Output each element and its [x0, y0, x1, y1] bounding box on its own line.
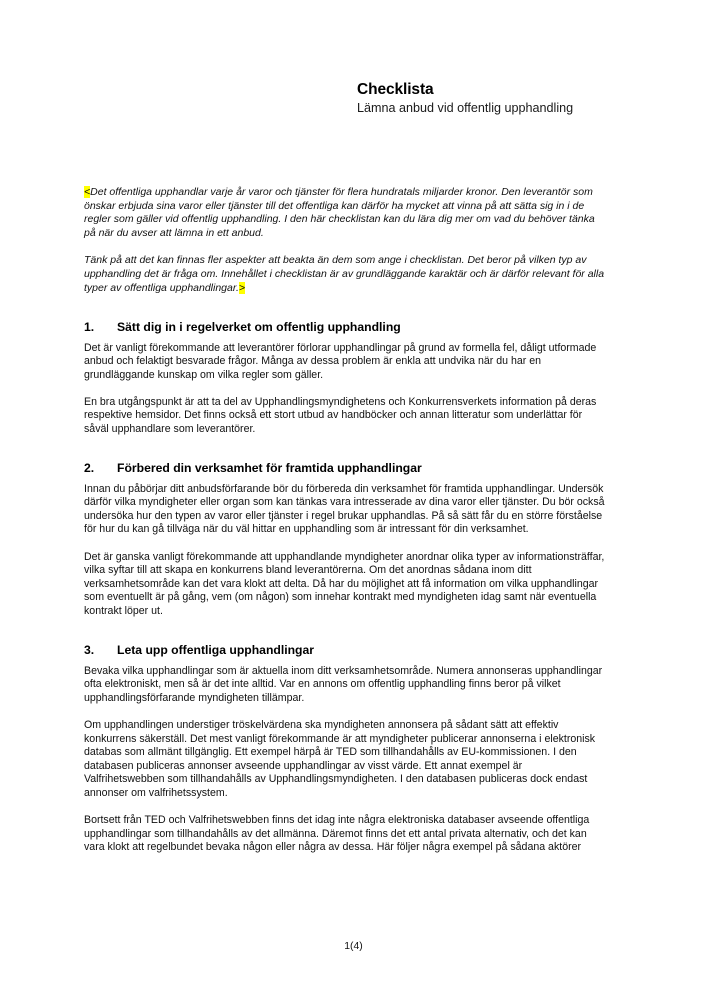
- document-header: [357, 80, 617, 117]
- section-3-paragraph-3: Bortsett från TED och Valfrihetswebben finns det idag inte några elektroniska databaser avseende offentliga upphandlingar som tillhandahålls av det allmänna. Däremot finns det ett antal privata alternativ, och det kan vara klokt att regelbundet bevaka någon eller några av dessa. Här följer några exempel på sådana aktörer: [84, 814, 590, 854]
- highlight-close-marker: >: [238, 281, 246, 294]
- page-number: 1(4): [344, 941, 363, 952]
- section-2-number: 2.: [84, 460, 95, 475]
- document-footer: [0, 940, 707, 953]
- section-1: [84, 320, 605, 437]
- section-1-paragraph-2: En bra utgångspunkt är att ta del av Upphandlingsmyndighetens och Konkurrensverkets information på deras respektive hemsidor. Det finns också ett stort utbud av handböcker och annan litteratur som underlättar för såväl upphandlare som leverantörer.: [84, 395, 597, 436]
- intro-paragraph-2-text: Tänk på att det kan finnas fler aspekter att beakta än dem som ange i checklistan. Det beror på vilken typ av upphandling det är fråga om. Innehållet i checklistan är av grundläggande karaktär och är därför relevant för alla typer av offentliga upphandlingar.: [84, 254, 605, 294]
- section-spacer: [84, 619, 605, 643]
- intro-paragraph-1-text: Det offentliga upphandlar varje år varor och tjänster för flera hundratals miljarder kronor. Den leverantör som önskar erbjuda sina varor eller tjänster till det offentliga kan därför ha mycket att vinna på att sätta sig in i de regler som gäller vid offentlig upphandling. I den här checklistan kan du lära dig mer om vad du behöver tänka på när du avser att lämna in ett anbud.: [84, 186, 595, 240]
- section-2-title: Förbered din verksamhet för framtida upphandlingar: [117, 460, 422, 475]
- page-title: Checklista: [357, 81, 434, 98]
- section-3-paragraph-1: Bevaka vilka upphandlingar som är aktuella inom ditt verksamhetsområde. Numera annonseras upphandlingar ofta elektroniskt, men så är det inte alltid. Var en annons om offentlig upphandling finns beror på vilket upphandlingsförfarande myndigheten tillämpar.: [84, 664, 603, 704]
- intro-paragraph-2: [84, 254, 605, 295]
- section-3-number: 3.: [84, 642, 95, 657]
- section-1-paragraph-1: Det är vanligt förekommande att leverantörer förlorar upphandlingar på grund av formella fel, dåligt utformade anbud och felaktigt besvarade frågor. Många av dessa problem är enkla att undvika när du har en grundläggande kunskap om vilka regler som gäller.: [84, 341, 597, 381]
- section-2-paragraph-1: Innan du påbörjar ditt anbudsförfarande bör du förbereda din verksamhet för framtida upphandlingar. Undersök därför vilka myndigheter eller organ som kan tänkas vara intresserade av dina varor eller tjänster. Du bör också undersöka hur den typen av varor eller tjänster i regel brukar upphandlas. På så sätt får du en större förståelse för hur du kan gå tillväga när du väl hittar en upphandling som är intressant för din verksamhet.: [84, 482, 605, 536]
- section-2-paragraph-2: Det är ganska vanligt förekommande att upphandlande myndigheter anordnar olika typer av informationsträffar, vilka syftar till att skapa en konkurrens bland leverantörerna. Om det anordnas sådana inom ditt verksamhetsområde kan det vara klokt att delta. Då har du möjlighet att få information om vilka upphandlingar som eventuellt är på gång, vem (om någon) som innehar kontrakt med myndigheten idag samt när eventuella kontrakt löper ut.: [84, 550, 605, 618]
- section-spacer: [84, 296, 605, 320]
- section-2-heading: [84, 461, 605, 476]
- section-spacer: [84, 437, 605, 461]
- section-3: [84, 643, 605, 855]
- section-1-title: Sätt dig in i regelverket om offentlig upphandling: [117, 319, 401, 334]
- paragraph-spacer: [84, 801, 605, 815]
- section-2: [84, 461, 605, 619]
- intro-paragraph-1: [84, 186, 605, 241]
- paragraph-spacer: [84, 241, 605, 255]
- section-3-heading: [84, 643, 605, 658]
- page-subtitle: Lämna anbud vid offentlig upphandling: [357, 101, 574, 116]
- section-1-heading: [84, 320, 605, 335]
- highlight-open-marker: <: [84, 186, 91, 198]
- intro-block: [84, 186, 605, 296]
- paragraph-spacer: [84, 382, 605, 396]
- paragraph-spacer: [84, 537, 605, 551]
- section-3-paragraph-2: Om upphandlingen understiger tröskelvärdena ska myndigheten annonsera på sådant sätt att effektiv konkurrens säkerställ. Det mest vanligt förekommande är att myndigheter publicerar annonserna i elektronisk databas som allmänt tillgänglig. Ett exempel härpå är TED som tillhandahålls av EU-kommissionen. I den databasen publiceras annonser avseende upphandlingar av visst värde. Ett annat exempel är Valfrihetswebben som tillhandahålls av Upphandlingsmyndigheten. I den databasen publiceras dock endast annonser om valfrihetssystem.: [84, 718, 596, 799]
- document-body: [84, 186, 605, 855]
- section-3-title: Leta upp offentliga upphandlingar: [117, 642, 315, 657]
- section-1-number: 1.: [84, 319, 95, 334]
- paragraph-spacer: [84, 705, 605, 719]
